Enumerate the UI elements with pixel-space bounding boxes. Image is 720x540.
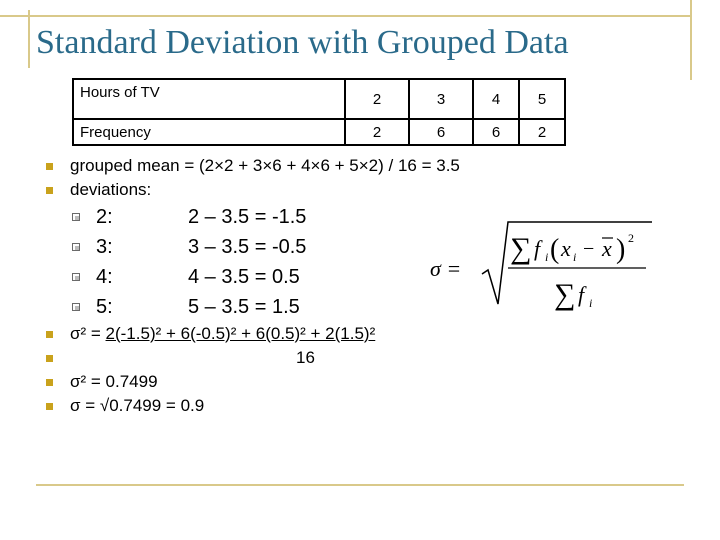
list-item: [44, 154, 684, 178]
standard-deviation-value: σ = √0.7499 = 0.9: [70, 396, 205, 415]
bullet-marker-icon: [46, 355, 53, 362]
bullet-marker-icon: [46, 403, 53, 410]
table-cell: 4: [473, 79, 519, 119]
deviation-expression: 2 – 3.5 = -1.5: [188, 206, 307, 228]
bullet-marker-icon: [46, 187, 53, 194]
deviation-label: 3:: [96, 236, 113, 258]
row-header: Frequency: [73, 119, 345, 145]
list-item: [44, 394, 684, 418]
variance-expression: [70, 322, 375, 346]
table-cell: 6: [409, 119, 473, 145]
top-rule: [0, 15, 690, 17]
list-item: [44, 178, 684, 202]
denominator-f-subscript: i: [589, 296, 593, 310]
list-item: [44, 322, 684, 346]
table-cell: 2: [519, 119, 565, 145]
sub-bullet-icon: [72, 243, 80, 251]
deviation-label: 5:: [96, 296, 113, 318]
table-cell: 2: [345, 79, 409, 119]
numerator-x: x: [561, 236, 571, 261]
variance-denominator: 16: [296, 348, 315, 367]
deviation-expression: 3 – 3.5 = -0.5: [188, 236, 307, 258]
deviation-label: 2:: [96, 206, 113, 228]
variance-numerator: 2(-1.5)² + 6(-0.5)² + 6(0.5)² + 2(1.5)²: [105, 324, 376, 343]
left-rule: [28, 10, 30, 68]
frequency-table: [72, 78, 566, 146]
numerator-xbar: x: [602, 236, 612, 261]
denominator-sum-symbol: ∑: [554, 278, 576, 311]
sub-bullet-icon: [72, 273, 80, 281]
deviation-label: 4:: [96, 266, 113, 288]
bottom-rule: [36, 484, 684, 486]
table-cell: 2: [345, 119, 409, 145]
standard-deviation-formula: [430, 216, 660, 316]
deviations-label: deviations:: [70, 180, 152, 199]
list-item: [44, 370, 684, 394]
row-header: Hours of TV: [73, 79, 345, 119]
top-right-rule: [690, 0, 692, 80]
variance-value: σ² = 0.7499: [70, 372, 158, 391]
formula-lhs: σ =: [430, 256, 462, 281]
bullet-marker-icon: [46, 163, 53, 170]
numerator-f: f: [534, 236, 541, 261]
power-exponent: 2: [628, 231, 634, 245]
table-cell: 3: [409, 79, 473, 119]
sub-bullet-icon: [72, 213, 80, 221]
open-paren: (: [550, 234, 560, 265]
table-row: [73, 79, 565, 119]
close-paren: ): [616, 234, 626, 265]
list-item: [44, 346, 684, 370]
numerator-x-subscript: i: [573, 250, 577, 264]
denominator-f: f: [578, 282, 585, 307]
variance-prefix: σ² =: [70, 324, 106, 343]
sub-bullet-icon: [72, 303, 80, 311]
numerator-f-subscript: i: [545, 250, 549, 264]
grouped-mean-text: grouped mean = (2×2 + 3×6 + 4×6 + 5×2) / 16 = 3.5: [70, 156, 460, 175]
bullet-marker-icon: [46, 331, 53, 338]
numerator-sum-symbol: ∑: [510, 232, 532, 265]
table-cell: 5: [519, 79, 565, 119]
deviation-expression: 5 – 3.5 = 1.5: [188, 296, 300, 318]
slide-title: Standard Deviation with Grouped Data: [36, 24, 569, 61]
bullet-marker-icon: [46, 379, 53, 386]
minus-sign: −: [583, 238, 595, 260]
table-row: [73, 119, 565, 145]
deviation-expression: 4 – 3.5 = 0.5: [188, 266, 300, 288]
table-cell: 6: [473, 119, 519, 145]
